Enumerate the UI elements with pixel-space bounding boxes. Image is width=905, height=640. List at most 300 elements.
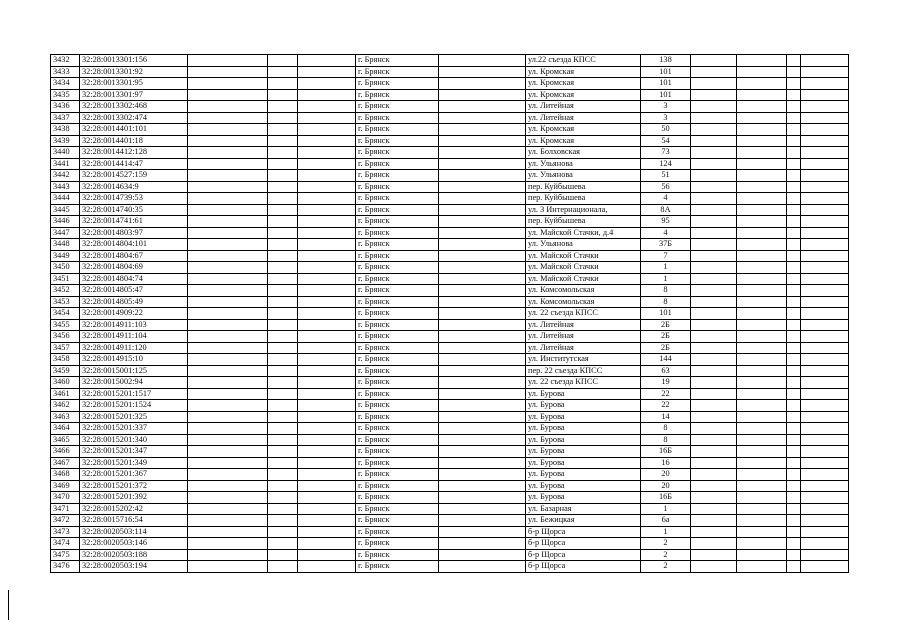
- empty-cell: [439, 538, 526, 550]
- row-number-cell: 3456: [51, 331, 80, 343]
- table-row: [51, 492, 849, 504]
- city-cell: г. Брянск: [356, 434, 439, 446]
- empty-cell: [787, 285, 801, 297]
- empty-cell: [787, 538, 801, 550]
- empty-cell: [737, 388, 787, 400]
- empty-cell: [691, 78, 737, 90]
- cadastral-number-cell: 32:28:0013301:92: [80, 66, 188, 78]
- empty-cell: [801, 342, 849, 354]
- empty-cell: [188, 193, 268, 205]
- empty-cell: [787, 515, 801, 527]
- empty-cell: [801, 66, 849, 78]
- empty-cell: [188, 469, 268, 481]
- table-row: [51, 457, 849, 469]
- empty-cell: [268, 492, 298, 504]
- empty-cell: [691, 515, 737, 527]
- empty-cell: [188, 331, 268, 343]
- house-number-cell: 95: [641, 216, 691, 228]
- empty-cell: [188, 503, 268, 515]
- empty-cell: [268, 124, 298, 136]
- empty-cell: [268, 515, 298, 527]
- cadastral-number-cell: 32:28:0014527:159: [80, 170, 188, 182]
- city-cell: г. Брянск: [356, 78, 439, 90]
- empty-cell: [268, 549, 298, 561]
- empty-cell: [188, 400, 268, 412]
- street-cell: ул. Литейная: [526, 319, 641, 331]
- row-number-cell: 3446: [51, 216, 80, 228]
- table-row: [51, 285, 849, 297]
- empty-cell: [298, 331, 356, 343]
- empty-cell: [737, 158, 787, 170]
- empty-cell: [691, 181, 737, 193]
- city-cell: г. Брянск: [356, 285, 439, 297]
- empty-cell: [188, 158, 268, 170]
- empty-cell: [298, 400, 356, 412]
- empty-cell: [188, 250, 268, 262]
- empty-cell: [801, 503, 849, 515]
- empty-cell: [801, 365, 849, 377]
- empty-cell: [787, 135, 801, 147]
- row-number-cell: 3433: [51, 66, 80, 78]
- city-cell: г. Брянск: [356, 239, 439, 251]
- empty-cell: [268, 285, 298, 297]
- empty-cell: [691, 342, 737, 354]
- empty-cell: [298, 262, 356, 274]
- house-number-cell: 56: [641, 181, 691, 193]
- street-cell: ул. Бурова: [526, 423, 641, 435]
- empty-cell: [737, 193, 787, 205]
- street-cell: ул. Литейная: [526, 112, 641, 124]
- street-cell: ул. 3 Интернационала,: [526, 204, 641, 216]
- empty-cell: [188, 285, 268, 297]
- street-cell: ул. Литейная: [526, 331, 641, 343]
- row-number-cell: 3442: [51, 170, 80, 182]
- row-number-cell: 3437: [51, 112, 80, 124]
- street-cell: ул. Бурова: [526, 480, 641, 492]
- empty-cell: [268, 434, 298, 446]
- house-number-cell: 22: [641, 400, 691, 412]
- empty-cell: [737, 561, 787, 573]
- city-cell: г. Брянск: [356, 147, 439, 159]
- row-number-cell: 3474: [51, 538, 80, 550]
- row-number-cell: 3432: [51, 55, 80, 67]
- empty-cell: [737, 515, 787, 527]
- empty-cell: [188, 365, 268, 377]
- house-number-cell: 6а: [641, 515, 691, 527]
- city-cell: г. Брянск: [356, 538, 439, 550]
- empty-cell: [691, 549, 737, 561]
- empty-cell: [439, 170, 526, 182]
- empty-cell: [801, 446, 849, 458]
- street-cell: ул. Бурова: [526, 469, 641, 481]
- cadastral-number-cell: 32:28:0015201:1524: [80, 400, 188, 412]
- empty-cell: [439, 331, 526, 343]
- empty-cell: [691, 124, 737, 136]
- empty-cell: [298, 354, 356, 366]
- empty-cell: [787, 561, 801, 573]
- cadastral-number-cell: 32:28:0015201:1517: [80, 388, 188, 400]
- street-cell: ул. Бурова: [526, 457, 641, 469]
- empty-cell: [268, 250, 298, 262]
- table-row: [51, 78, 849, 90]
- house-number-cell: 144: [641, 354, 691, 366]
- empty-cell: [787, 273, 801, 285]
- empty-cell: [787, 308, 801, 320]
- empty-cell: [298, 469, 356, 481]
- house-number-cell: 20: [641, 469, 691, 481]
- empty-cell: [188, 135, 268, 147]
- empty-cell: [439, 227, 526, 239]
- empty-cell: [691, 55, 737, 67]
- street-cell: ул. Базарная: [526, 503, 641, 515]
- empty-cell: [268, 503, 298, 515]
- table-row: [51, 89, 849, 101]
- cadastral-number-cell: 32:28:0015201:325: [80, 411, 188, 423]
- empty-cell: [691, 66, 737, 78]
- empty-cell: [439, 492, 526, 504]
- empty-cell: [787, 526, 801, 538]
- empty-cell: [439, 285, 526, 297]
- empty-cell: [298, 227, 356, 239]
- empty-cell: [691, 216, 737, 228]
- empty-cell: [801, 561, 849, 573]
- cadastral-number-cell: 32:28:0015201:349: [80, 457, 188, 469]
- empty-cell: [737, 503, 787, 515]
- empty-cell: [298, 538, 356, 550]
- empty-cell: [801, 78, 849, 90]
- empty-cell: [691, 193, 737, 205]
- street-cell: ул. Бурова: [526, 411, 641, 423]
- city-cell: г. Брянск: [356, 181, 439, 193]
- empty-cell: [439, 515, 526, 527]
- empty-cell: [439, 112, 526, 124]
- cadastral-number-cell: 32:28:0015201:392: [80, 492, 188, 504]
- empty-cell: [439, 469, 526, 481]
- street-cell: пер. Куйбышева: [526, 216, 641, 228]
- house-number-cell: 73: [641, 147, 691, 159]
- cadastral-number-cell: 32:28:0015001:125: [80, 365, 188, 377]
- empty-cell: [268, 423, 298, 435]
- street-cell: ул. Ульянова: [526, 158, 641, 170]
- empty-cell: [801, 492, 849, 504]
- empty-cell: [268, 469, 298, 481]
- empty-cell: [439, 124, 526, 136]
- empty-cell: [787, 331, 801, 343]
- house-number-cell: 8: [641, 423, 691, 435]
- empty-cell: [801, 147, 849, 159]
- street-cell: б-р Щорса: [526, 561, 641, 573]
- house-number-cell: 1: [641, 262, 691, 274]
- table-row: [51, 181, 849, 193]
- cadastral-number-cell: 32:28:0014401:18: [80, 135, 188, 147]
- empty-cell: [298, 549, 356, 561]
- empty-cell: [439, 400, 526, 412]
- row-number-cell: 3464: [51, 423, 80, 435]
- empty-cell: [691, 526, 737, 538]
- street-cell: б-р Щорса: [526, 538, 641, 550]
- street-cell: ул. Майской Стачки: [526, 273, 641, 285]
- empty-cell: [737, 55, 787, 67]
- empty-cell: [439, 135, 526, 147]
- city-cell: г. Брянск: [356, 112, 439, 124]
- cadastral-number-cell: 32:28:0014911:104: [80, 331, 188, 343]
- row-number-cell: 3462: [51, 400, 80, 412]
- row-number-cell: 3458: [51, 354, 80, 366]
- row-number-cell: 3476: [51, 561, 80, 573]
- empty-cell: [787, 181, 801, 193]
- empty-cell: [268, 365, 298, 377]
- empty-cell: [298, 193, 356, 205]
- city-cell: г. Брянск: [356, 89, 439, 101]
- empty-cell: [188, 423, 268, 435]
- empty-cell: [268, 170, 298, 182]
- empty-cell: [737, 446, 787, 458]
- empty-cell: [188, 446, 268, 458]
- house-number-cell: 101: [641, 78, 691, 90]
- empty-cell: [298, 204, 356, 216]
- cadastral-number-cell: 32:28:0014739:53: [80, 193, 188, 205]
- empty-cell: [737, 400, 787, 412]
- row-number-cell: 3455: [51, 319, 80, 331]
- empty-cell: [268, 538, 298, 550]
- empty-cell: [439, 262, 526, 274]
- empty-cell: [787, 446, 801, 458]
- empty-cell: [268, 457, 298, 469]
- table-row: [51, 469, 849, 481]
- street-cell: ул. 22 съезда КПСС: [526, 377, 641, 389]
- cadastral-number-cell: 32:28:0020503:146: [80, 538, 188, 550]
- empty-cell: [801, 262, 849, 274]
- street-cell: ул. Институтская: [526, 354, 641, 366]
- city-cell: г. Брянск: [356, 515, 439, 527]
- row-number-cell: 3473: [51, 526, 80, 538]
- empty-cell: [787, 66, 801, 78]
- street-cell: б-р Щорса: [526, 549, 641, 561]
- empty-cell: [439, 503, 526, 515]
- empty-cell: [268, 239, 298, 251]
- empty-cell: [801, 538, 849, 550]
- row-number-cell: 3459: [51, 365, 80, 377]
- empty-cell: [268, 319, 298, 331]
- empty-cell: [188, 526, 268, 538]
- cadastral-number-cell: 32:28:0014911:120: [80, 342, 188, 354]
- house-number-cell: 7: [641, 250, 691, 262]
- city-cell: г. Брянск: [356, 549, 439, 561]
- cadastral-number-cell: 32:28:0020503:188: [80, 549, 188, 561]
- row-number-cell: 3444: [51, 193, 80, 205]
- empty-cell: [737, 78, 787, 90]
- empty-cell: [691, 112, 737, 124]
- house-number-cell: 4: [641, 227, 691, 239]
- city-cell: г. Брянск: [356, 158, 439, 170]
- empty-cell: [298, 296, 356, 308]
- empty-cell: [801, 457, 849, 469]
- house-number-cell: 101: [641, 66, 691, 78]
- empty-cell: [801, 227, 849, 239]
- table-row: [51, 388, 849, 400]
- empty-cell: [691, 319, 737, 331]
- empty-cell: [787, 227, 801, 239]
- table-row: [51, 503, 849, 515]
- city-cell: г. Брянск: [356, 135, 439, 147]
- empty-cell: [737, 308, 787, 320]
- empty-cell: [737, 170, 787, 182]
- house-number-cell: 22: [641, 388, 691, 400]
- city-cell: г. Брянск: [356, 377, 439, 389]
- empty-cell: [298, 124, 356, 136]
- empty-cell: [801, 250, 849, 262]
- street-cell: ул. Кромская: [526, 89, 641, 101]
- empty-cell: [439, 388, 526, 400]
- empty-cell: [691, 561, 737, 573]
- empty-cell: [801, 354, 849, 366]
- row-number-cell: 3443: [51, 181, 80, 193]
- row-number-cell: 3436: [51, 101, 80, 113]
- empty-cell: [439, 181, 526, 193]
- empty-cell: [691, 492, 737, 504]
- cadastral-number-cell: 32:28:0014804:74: [80, 273, 188, 285]
- street-cell: пер. Куйбышева: [526, 193, 641, 205]
- empty-cell: [188, 227, 268, 239]
- empty-cell: [298, 135, 356, 147]
- empty-cell: [737, 457, 787, 469]
- cadastral-number-cell: 32:28:0015716:54: [80, 515, 188, 527]
- street-cell: пер. 22 съезда КПСС: [526, 365, 641, 377]
- street-cell: ул. Бурова: [526, 492, 641, 504]
- empty-cell: [298, 147, 356, 159]
- table-row: [51, 526, 849, 538]
- empty-cell: [737, 147, 787, 159]
- house-number-cell: 2Б: [641, 342, 691, 354]
- table-row: [51, 446, 849, 458]
- house-number-cell: 8: [641, 285, 691, 297]
- empty-cell: [737, 273, 787, 285]
- row-number-cell: 3463: [51, 411, 80, 423]
- empty-cell: [801, 193, 849, 205]
- cadastral-number-cell: 32:28:0013302:474: [80, 112, 188, 124]
- empty-cell: [268, 204, 298, 216]
- empty-cell: [298, 515, 356, 527]
- row-number-cell: 3434: [51, 78, 80, 90]
- empty-cell: [188, 181, 268, 193]
- cadastral-number-cell: 32:28:0014805:49: [80, 296, 188, 308]
- empty-cell: [787, 55, 801, 67]
- house-number-cell: 1: [641, 503, 691, 515]
- street-cell: ул. Бежицкая: [526, 515, 641, 527]
- table-row: [51, 331, 849, 343]
- table-row: [51, 147, 849, 159]
- empty-cell: [188, 457, 268, 469]
- empty-cell: [691, 135, 737, 147]
- empty-cell: [691, 423, 737, 435]
- city-cell: г. Брянск: [356, 480, 439, 492]
- city-cell: г. Брянск: [356, 66, 439, 78]
- empty-cell: [737, 423, 787, 435]
- empty-cell: [298, 170, 356, 182]
- empty-cell: [801, 434, 849, 446]
- empty-cell: [691, 388, 737, 400]
- city-cell: г. Брянск: [356, 250, 439, 262]
- empty-cell: [801, 273, 849, 285]
- empty-cell: [298, 285, 356, 297]
- row-number-cell: 3472: [51, 515, 80, 527]
- empty-cell: [787, 89, 801, 101]
- empty-cell: [298, 503, 356, 515]
- empty-cell: [801, 549, 849, 561]
- row-number-cell: 3454: [51, 308, 80, 320]
- cadastral-number-cell: 32:28:0013302:468: [80, 101, 188, 113]
- empty-cell: [787, 101, 801, 113]
- empty-cell: [787, 503, 801, 515]
- city-cell: г. Брянск: [356, 469, 439, 481]
- empty-cell: [801, 216, 849, 228]
- row-number-cell: 3435: [51, 89, 80, 101]
- empty-cell: [268, 89, 298, 101]
- city-cell: г. Брянск: [356, 308, 439, 320]
- empty-cell: [737, 227, 787, 239]
- table-row: [51, 112, 849, 124]
- empty-cell: [439, 193, 526, 205]
- empty-cell: [268, 66, 298, 78]
- house-number-cell: 2Б: [641, 319, 691, 331]
- house-number-cell: 3: [641, 112, 691, 124]
- empty-cell: [787, 170, 801, 182]
- city-cell: г. Брянск: [356, 423, 439, 435]
- table-row: [51, 480, 849, 492]
- house-number-cell: 8А: [641, 204, 691, 216]
- street-cell: ул. Комсомольская: [526, 285, 641, 297]
- empty-cell: [298, 423, 356, 435]
- table-row: [51, 262, 849, 274]
- empty-cell: [268, 446, 298, 458]
- row-number-cell: 3468: [51, 469, 80, 481]
- empty-cell: [439, 342, 526, 354]
- table-row: [51, 434, 849, 446]
- house-number-cell: 101: [641, 308, 691, 320]
- empty-cell: [691, 239, 737, 251]
- row-number-cell: 3471: [51, 503, 80, 515]
- empty-cell: [737, 538, 787, 550]
- empty-cell: [298, 411, 356, 423]
- cadastral-number-cell: 32:28:0014804:69: [80, 262, 188, 274]
- row-number-cell: 3439: [51, 135, 80, 147]
- house-number-cell: 16Б: [641, 446, 691, 458]
- cadastral-number-cell: 32:28:0014915:10: [80, 354, 188, 366]
- row-number-cell: 3470: [51, 492, 80, 504]
- empty-cell: [801, 55, 849, 67]
- street-cell: ул. Майской Стачки, д.4: [526, 227, 641, 239]
- empty-cell: [691, 331, 737, 343]
- cadastral-number-cell: 32:28:0014740:35: [80, 204, 188, 216]
- empty-cell: [439, 423, 526, 435]
- empty-cell: [787, 457, 801, 469]
- street-cell: ул. Кромская: [526, 135, 641, 147]
- empty-cell: [737, 135, 787, 147]
- empty-cell: [787, 239, 801, 251]
- empty-cell: [298, 526, 356, 538]
- empty-cell: [691, 308, 737, 320]
- empty-cell: [737, 124, 787, 136]
- empty-cell: [439, 250, 526, 262]
- empty-cell: [439, 78, 526, 90]
- cadastral-number-cell: 32:28:0014804:101: [80, 239, 188, 251]
- empty-cell: [268, 273, 298, 285]
- row-number-cell: 3452: [51, 285, 80, 297]
- table-row: [51, 216, 849, 228]
- city-cell: г. Брянск: [356, 193, 439, 205]
- empty-cell: [801, 377, 849, 389]
- city-cell: г. Брянск: [356, 319, 439, 331]
